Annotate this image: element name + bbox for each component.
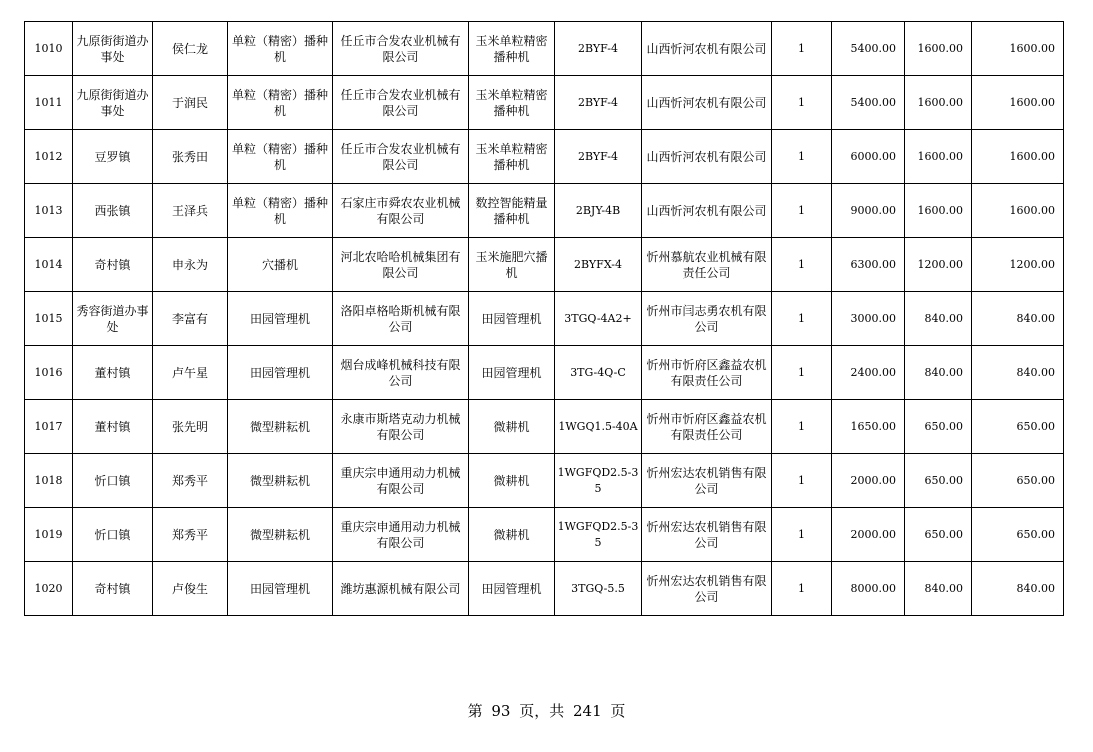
row-id-cell: 1020: [25, 562, 73, 616]
machine-category-cell: 田园管理机: [228, 346, 333, 400]
quantity-cell: 1: [772, 22, 832, 76]
price-cell: 3000.00: [832, 292, 905, 346]
quantity-cell: 1: [772, 292, 832, 346]
buyer-name-cell: 卢俊生: [153, 562, 228, 616]
price-cell: 2000.00: [832, 454, 905, 508]
subsidy-cell: 840.00: [905, 346, 972, 400]
row-id-cell: 1016: [25, 346, 73, 400]
quantity-cell: 1: [772, 76, 832, 130]
manufacturer-cell: 任丘市合发农业机械有限公司: [333, 76, 469, 130]
product-name-cell: 田园管理机: [469, 346, 555, 400]
model-cell: 3TGQ-4A2+: [555, 292, 642, 346]
quantity-cell: 1: [772, 184, 832, 238]
model-cell: 3TGQ-5.5: [555, 562, 642, 616]
dealer-cell: 山西忻河农机有限公司: [642, 76, 772, 130]
product-name-cell: 玉米施肥穴播机: [469, 238, 555, 292]
row-id-cell: 1011: [25, 76, 73, 130]
dealer-cell: 忻州宏达农机销售有限公司: [642, 562, 772, 616]
table-row: [25, 292, 1064, 346]
price-cell: 2000.00: [832, 508, 905, 562]
machine-category-cell: 单粒（精密）播种机: [228, 184, 333, 238]
buyer-name-cell: 张秀田: [153, 130, 228, 184]
machine-category-cell: 单粒（精密）播种机: [228, 130, 333, 184]
dealer-cell: 忻州市闫志勇农机有限公司: [642, 292, 772, 346]
model-cell: 2BJY-4B: [555, 184, 642, 238]
quantity-cell: 1: [772, 562, 832, 616]
town-cell: 秀容街道办事处: [73, 292, 153, 346]
model-cell: 1WGFQD2.5-35: [555, 454, 642, 508]
price-cell: 2400.00: [832, 346, 905, 400]
subsidy-cell: 1200.00: [905, 238, 972, 292]
table-row: [25, 346, 1064, 400]
subsidy-table: [24, 21, 1064, 616]
buyer-name-cell: 郑秀平: [153, 454, 228, 508]
product-name-cell: 玉米单粒精密播种机: [469, 76, 555, 130]
quantity-cell: 1: [772, 238, 832, 292]
dealer-cell: 忻州市忻府区鑫益农机有限责任公司: [642, 346, 772, 400]
total-subsidy-cell: 1600.00: [972, 22, 1064, 76]
manufacturer-cell: 潍坊惠源机械有限公司: [333, 562, 469, 616]
dealer-cell: 山西忻河农机有限公司: [642, 184, 772, 238]
town-cell: 忻口镇: [73, 454, 153, 508]
machine-category-cell: 微型耕耘机: [228, 508, 333, 562]
price-cell: 8000.00: [832, 562, 905, 616]
row-id-cell: 1013: [25, 184, 73, 238]
total-subsidy-cell: 650.00: [972, 400, 1064, 454]
price-cell: 5400.00: [832, 22, 905, 76]
dealer-cell: 忻州宏达农机销售有限公司: [642, 454, 772, 508]
dealer-cell: 忻州慕航农业机械有限责任公司: [642, 238, 772, 292]
dealer-cell: 山西忻河农机有限公司: [642, 130, 772, 184]
town-cell: 董村镇: [73, 346, 153, 400]
model-cell: 2BYF-4: [555, 130, 642, 184]
subsidy-cell: 840.00: [905, 562, 972, 616]
product-name-cell: 微耕机: [469, 454, 555, 508]
product-name-cell: 数控智能精量播种机: [469, 184, 555, 238]
model-cell: 2BYFX-4: [555, 238, 642, 292]
subsidy-cell: 1600.00: [905, 76, 972, 130]
table-row: [25, 76, 1064, 130]
table-row: [25, 508, 1064, 562]
quantity-cell: 1: [772, 454, 832, 508]
manufacturer-cell: 烟台成峰机械科技有限公司: [333, 346, 469, 400]
table-body: [25, 22, 1064, 616]
town-cell: 九原街街道办事处: [73, 22, 153, 76]
price-cell: 6300.00: [832, 238, 905, 292]
subsidy-cell: 650.00: [905, 400, 972, 454]
table-row: [25, 454, 1064, 508]
buyer-name-cell: 李富有: [153, 292, 228, 346]
manufacturer-cell: 任丘市合发农业机械有限公司: [333, 22, 469, 76]
model-cell: 1WGQ1.5-40A: [555, 400, 642, 454]
subsidy-cell: 1600.00: [905, 130, 972, 184]
dealer-cell: 山西忻河农机有限公司: [642, 22, 772, 76]
table-row: [25, 130, 1064, 184]
quantity-cell: 1: [772, 130, 832, 184]
model-cell: 2BYF-4: [555, 76, 642, 130]
price-cell: 1650.00: [832, 400, 905, 454]
page-number: 第 93 页，共 241 页: [467, 702, 626, 720]
manufacturer-cell: 石家庄市舜农农业机械有限公司: [333, 184, 469, 238]
total-subsidy-cell: 840.00: [972, 562, 1064, 616]
town-cell: 九原街街道办事处: [73, 76, 153, 130]
row-id-cell: 1010: [25, 22, 73, 76]
model-cell: 2BYF-4: [555, 22, 642, 76]
machine-category-cell: 田园管理机: [228, 292, 333, 346]
table-row: [25, 238, 1064, 292]
manufacturer-cell: 永康市斯塔克动力机械有限公司: [333, 400, 469, 454]
table-row: [25, 184, 1064, 238]
buyer-name-cell: 郑秀平: [153, 508, 228, 562]
buyer-name-cell: 张先明: [153, 400, 228, 454]
row-id-cell: 1014: [25, 238, 73, 292]
subsidy-cell: 1600.00: [905, 22, 972, 76]
manufacturer-cell: 洛阳卓格哈斯机械有限公司: [333, 292, 469, 346]
quantity-cell: 1: [772, 346, 832, 400]
subsidy-cell: 650.00: [905, 454, 972, 508]
subsidy-cell: 1600.00: [905, 184, 972, 238]
product-name-cell: 微耕机: [469, 508, 555, 562]
town-cell: 奇村镇: [73, 562, 153, 616]
price-cell: 6000.00: [832, 130, 905, 184]
row-id-cell: 1018: [25, 454, 73, 508]
machine-category-cell: 微型耕耘机: [228, 454, 333, 508]
row-id-cell: 1015: [25, 292, 73, 346]
quantity-cell: 1: [772, 400, 832, 454]
buyer-name-cell: 侯仁龙: [153, 22, 228, 76]
total-subsidy-cell: 1600.00: [972, 76, 1064, 130]
model-cell: 3TG-4Q-C: [555, 346, 642, 400]
manufacturer-cell: 重庆宗申通用动力机械有限公司: [333, 508, 469, 562]
machine-category-cell: 单粒（精密）播种机: [228, 76, 333, 130]
total-subsidy-cell: 840.00: [972, 292, 1064, 346]
product-name-cell: 田园管理机: [469, 562, 555, 616]
total-subsidy-cell: 1200.00: [972, 238, 1064, 292]
dealer-cell: 忻州宏达农机销售有限公司: [642, 508, 772, 562]
product-name-cell: 玉米单粒精密播种机: [469, 22, 555, 76]
machine-category-cell: 单粒（精密）播种机: [228, 22, 333, 76]
town-cell: 西张镇: [73, 184, 153, 238]
subsidy-cell: 650.00: [905, 508, 972, 562]
product-name-cell: 玉米单粒精密播种机: [469, 130, 555, 184]
subsidy-cell: 840.00: [905, 292, 972, 346]
price-cell: 5400.00: [832, 76, 905, 130]
table-row: [25, 562, 1064, 616]
table-row: [25, 400, 1064, 454]
buyer-name-cell: 王泽兵: [153, 184, 228, 238]
row-id-cell: 1017: [25, 400, 73, 454]
machine-category-cell: 田园管理机: [228, 562, 333, 616]
price-cell: 9000.00: [832, 184, 905, 238]
total-subsidy-cell: 840.00: [972, 346, 1064, 400]
product-name-cell: 田园管理机: [469, 292, 555, 346]
manufacturer-cell: 任丘市合发农业机械有限公司: [333, 130, 469, 184]
town-cell: 奇村镇: [73, 238, 153, 292]
total-subsidy-cell: 1600.00: [972, 130, 1064, 184]
dealer-cell: 忻州市忻府区鑫益农机有限责任公司: [642, 400, 772, 454]
machine-category-cell: 穴播机: [228, 238, 333, 292]
machine-category-cell: 微型耕耘机: [228, 400, 333, 454]
town-cell: 董村镇: [73, 400, 153, 454]
quantity-cell: 1: [772, 508, 832, 562]
table-row: [25, 22, 1064, 76]
town-cell: 豆罗镇: [73, 130, 153, 184]
product-name-cell: 微耕机: [469, 400, 555, 454]
total-subsidy-cell: 650.00: [972, 508, 1064, 562]
town-cell: 忻口镇: [73, 508, 153, 562]
row-id-cell: 1019: [25, 508, 73, 562]
manufacturer-cell: 河北农哈哈机械集团有限公司: [333, 238, 469, 292]
row-id-cell: 1012: [25, 130, 73, 184]
manufacturer-cell: 重庆宗申通用动力机械有限公司: [333, 454, 469, 508]
total-subsidy-cell: 650.00: [972, 454, 1064, 508]
buyer-name-cell: 卢午星: [153, 346, 228, 400]
buyer-name-cell: 申永为: [153, 238, 228, 292]
model-cell: 1WGFQD2.5-35: [555, 508, 642, 562]
total-subsidy-cell: 1600.00: [972, 184, 1064, 238]
buyer-name-cell: 于润民: [153, 76, 228, 130]
